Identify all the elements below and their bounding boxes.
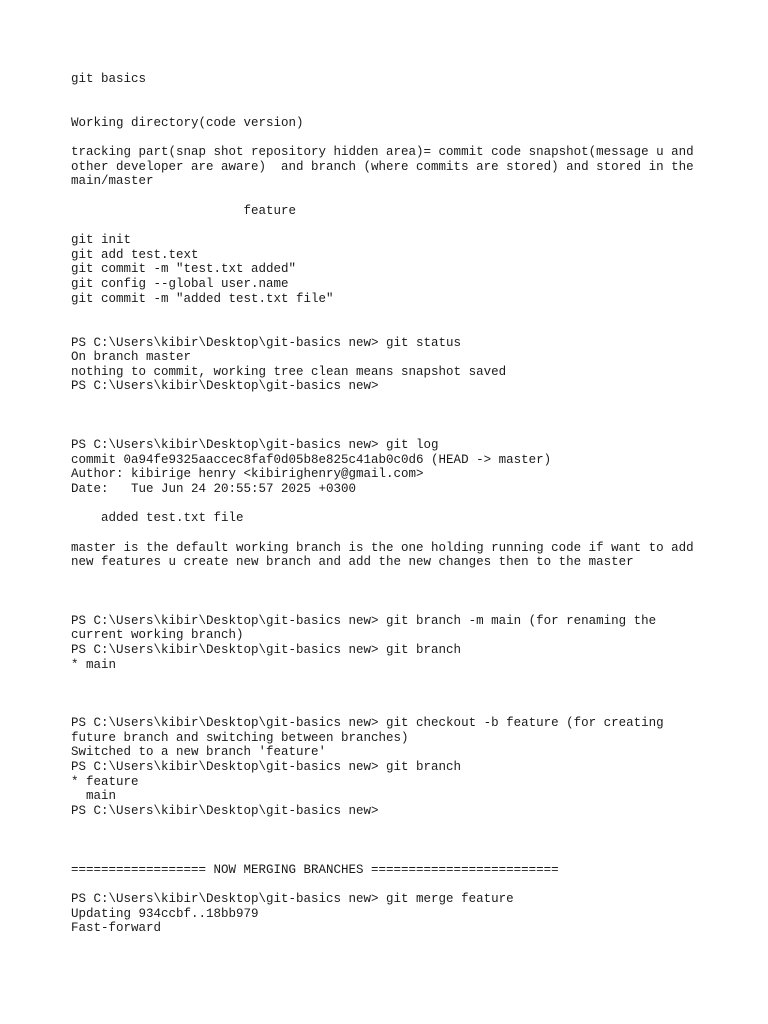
document-line: git basics bbox=[71, 72, 147, 86]
document-line: PS C:\Users\kibir\Desktop\git-basics new> git checkout -b feature (for creating bbox=[71, 716, 664, 731]
document-line bbox=[71, 833, 711, 848]
document-line: Switched to a new branch 'feature' bbox=[71, 745, 327, 760]
document-line: PS C:\Users\kibir\Desktop\git-basics new> git log bbox=[71, 438, 439, 453]
document-line bbox=[71, 672, 711, 687]
document-line: Working directory(code version) bbox=[71, 115, 304, 130]
document-line: Updating 934ccbf..18bb979 bbox=[71, 906, 259, 921]
document-line: PS C:\Users\kibir\Desktop\git-basics new> git branch bbox=[71, 642, 462, 657]
document-line: other developer are aware) and branch (where commits are stored) and stored in the bbox=[71, 159, 694, 174]
document-line: PS C:\Users\kibir\Desktop\git-basics new> git branch bbox=[71, 760, 462, 775]
document-line: PS C:\Users\kibir\Desktop\git-basics new> bbox=[71, 379, 379, 394]
document-line bbox=[71, 584, 711, 599]
document-line: * main bbox=[71, 657, 117, 672]
document-line bbox=[71, 497, 711, 512]
document-line bbox=[71, 526, 711, 541]
document-line bbox=[71, 218, 711, 233]
document-line: git init bbox=[71, 233, 132, 248]
document-line bbox=[71, 599, 711, 614]
document-line bbox=[71, 570, 711, 585]
document-line: main bbox=[71, 789, 117, 804]
document-line: main/master bbox=[71, 174, 154, 189]
document-line bbox=[71, 819, 711, 834]
document-line: git add test.text bbox=[71, 247, 199, 262]
document-line: future branch and switching between branches) bbox=[71, 730, 409, 745]
document-line: Author: kibirige henry <kibirighenry@gmail.com> bbox=[71, 467, 424, 482]
document-line: Date: Tue Jun 24 20:55:57 2025 +0300 bbox=[71, 481, 357, 496]
document-line bbox=[71, 189, 711, 204]
document-line: nothing to commit, working tree clean means snapshot saved bbox=[71, 364, 507, 379]
document-line bbox=[71, 409, 711, 424]
document-line: * feature bbox=[71, 774, 139, 789]
document-line bbox=[71, 423, 711, 438]
document-line: git commit -m "added test.txt file" bbox=[71, 291, 334, 306]
document-line: added test.txt file bbox=[71, 511, 244, 526]
document-line bbox=[71, 877, 711, 892]
document-line: git commit -m "test.txt added" bbox=[71, 262, 297, 277]
document-line: master is the default working branch is the one holding running code if want to add bbox=[71, 540, 694, 555]
document-line bbox=[71, 848, 711, 863]
document-line: commit 0a94fe9325aaccec8faf0d05b8e825c41ab0c0d6 (HEAD -> master) bbox=[71, 452, 552, 467]
document-line: feature bbox=[71, 203, 297, 218]
document-body bbox=[71, 72, 711, 936]
document-line: current working branch) bbox=[71, 628, 244, 643]
document-line: PS C:\Users\kibir\Desktop\git-basics new> bbox=[71, 804, 379, 819]
document-line: PS C:\Users\kibir\Desktop\git-basics new> git branch -m main (for renaming the bbox=[71, 613, 657, 628]
document-line bbox=[71, 131, 711, 146]
document-line bbox=[71, 394, 711, 409]
document-line bbox=[71, 87, 711, 102]
document-line: new features u create new branch and add the new changes then to the master bbox=[71, 555, 634, 570]
document-line bbox=[71, 687, 711, 702]
document-line bbox=[71, 306, 711, 321]
document-line: On branch master bbox=[71, 350, 192, 365]
document-line: PS C:\Users\kibir\Desktop\git-basics new> git status bbox=[71, 335, 462, 350]
document-line: tracking part(snap shot repository hidden area)= commit code snapshot(message u and bbox=[71, 145, 694, 160]
document-line bbox=[71, 702, 711, 717]
document-line bbox=[71, 321, 711, 336]
document-line: PS C:\Users\kibir\Desktop\git-basics new> git merge feature bbox=[71, 891, 514, 906]
document-line: git config --global user.name bbox=[71, 276, 289, 291]
document-line bbox=[71, 101, 711, 116]
document-line: Fast-forward bbox=[71, 921, 162, 936]
document-line: ================== NOW MERGING BRANCHES ========================= bbox=[71, 862, 559, 877]
